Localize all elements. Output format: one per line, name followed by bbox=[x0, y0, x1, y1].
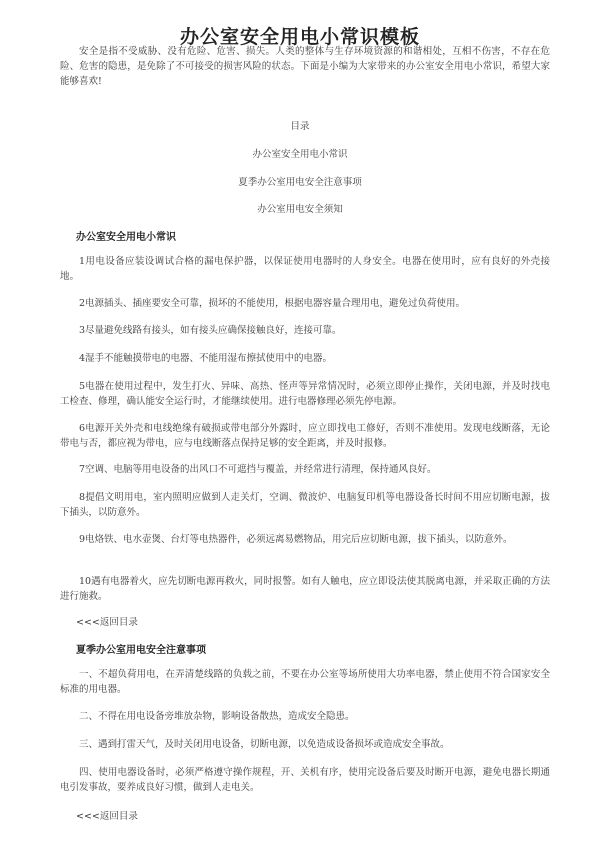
paragraph-3: 3尽量避免线路有接头，如有接头应确保接触良好，连接可靠。 bbox=[79, 325, 342, 336]
paragraph-8: 8提倡文明用电，室内照明应做到人走关灯，空调、微波炉、电脑复印机等电器设备长时间不用应切断电源，拔下插头，以防意外。 bbox=[60, 492, 550, 518]
toc-heading bbox=[0, 118, 600, 132]
back-to-toc-link[interactable]: <<<返回目录 bbox=[76, 617, 138, 628]
section-heading-safety-tips: 办公室安全用电小常识 bbox=[76, 232, 176, 243]
toc-item-1[interactable] bbox=[0, 146, 600, 160]
toc-item-label[interactable]: 办公室用电安全须知 bbox=[257, 204, 343, 215]
paragraph-5: 5电器在使用过程中，发生打火、异味、高热、怪声等异常情况时，必须立即停止操作，关闭电源，并及时找电工检查、修理，确认能安全运行时，才能继续使用。进行电器修理必须先停电源。 bbox=[60, 381, 550, 407]
section-heading-summer-safety: 夏季办公室用电安全注意事项 bbox=[76, 645, 206, 656]
summer-paragraph-1: 一、不超负荷用电，在弄清楚线路的负载之前，不要在办公室等场所使用大功率电器，禁止使用不符合国家安全标准的用电器。 bbox=[60, 669, 550, 695]
summer-paragraph-4: 四、使用电器设备时，必须严格遵守操作规程，开、关机有序，使用完设备后要及时断开电源，避免电器长期通电引发事故，要养成良好习惯，做到人走电关。 bbox=[60, 767, 550, 793]
back-to-toc-link-2[interactable]: <<<返回目录 bbox=[76, 811, 138, 822]
paragraph-2: 2电源插头、插座要安全可靠，损坏的不能使用，根据电器容量合理用电，避免过负荷使用。 bbox=[79, 298, 466, 309]
summer-paragraph-2: 二、不得在用电设备旁堆放杂物，影响设备散热，造成安全隐患。 bbox=[79, 711, 355, 722]
toc-heading-label: 目录 bbox=[290, 121, 310, 132]
toc-item-2[interactable] bbox=[0, 174, 600, 188]
intro-paragraph: 安全是指不受威胁、没有危险、危害、损失。人类的整体与生存环境资源的和谐相处，互相不伤害，不存在危险、危害的隐患，是免除了不可接受的损害风险的状态。下面是小编为大家带来的办公室安全用电小常识，希望大家能够喜欢! bbox=[60, 46, 550, 87]
toc-item-label[interactable]: 办公室安全用电小常识 bbox=[252, 149, 348, 160]
paragraph-9: 9电烙铁、电水壶煲、台灯等电热器件，必须远离易燃物品，用完后应切断电源，拔下插头，以防意外。 bbox=[79, 534, 513, 545]
paragraph-6: 6电源开关外壳和电线绝缘有破损或带电部分外露时，应立即找电工修好，否则不准使用。发现电线断落，无论带电与否，都应视为带电，应与电线断落点保持足够的安全距离，并及时报修。 bbox=[60, 423, 550, 449]
toc-item-3[interactable] bbox=[0, 201, 600, 215]
summer-paragraph-3: 三、遇到打雷天气，及时关闭用电设备，切断电源，以免造成设备损坏或造成安全事故。 bbox=[79, 739, 450, 750]
page-title: 办公室安全用电小常识模板 bbox=[179, 26, 420, 48]
toc-item-label[interactable]: 夏季办公室用电安全注意事项 bbox=[238, 177, 362, 188]
paragraph-4: 4湿手不能触摸带电的电器、不能用湿布擦拭使用中的电器。 bbox=[79, 353, 333, 364]
paragraph-1: 1用电设备应装设调试合格的漏电保护器，以保证使用电器时的人身安全。电器在使用时，应有良好的外壳接地。 bbox=[60, 256, 550, 282]
paragraph-10: 10遇有电器着火，应先切断电源再救火，同时报警。如有人触电，应立即设法使其脱离电源，并采取正确的方法进行施救。 bbox=[60, 576, 550, 602]
paragraph-7: 7空调、电脑等用电设备的出风口不可遮挡与覆盖，并经常进行清理，保持通风良好。 bbox=[79, 464, 437, 475]
